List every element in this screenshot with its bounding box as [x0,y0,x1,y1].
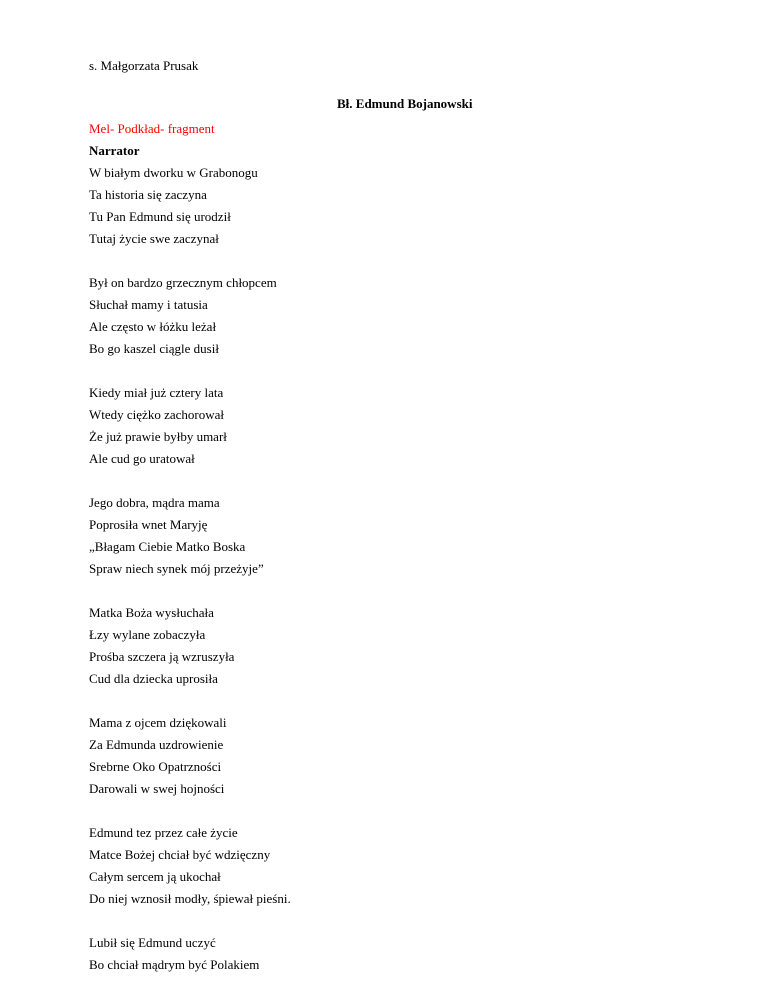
verse-line: Łzy wylane zobaczyła [89,627,206,642]
speaker-label: Narrator [89,143,140,158]
verse-line: Ale cud go uratował [89,451,195,466]
verse-line: Lubił się Edmund uczyć [89,935,216,950]
verse-line: Że już prawie byłby umarł [89,429,227,444]
verse-line: Jego dobra, mądra mama [89,495,220,510]
verse-line: Bo chciał mądrym być Polakiem [89,957,260,972]
verse-line: W białym dworku w Grabonogu [89,165,258,180]
stanza [89,492,291,580]
verse-line: Darowali w swej hojności [89,781,225,796]
author-line: s. Małgorzata Prusak [89,58,199,73]
verse-line: Tutaj życie swe zaczynał [89,231,219,246]
stanza [89,272,291,360]
verse-line: Spraw niech synek mój przeżyje” [89,561,264,576]
verse-line: Mama z ojcem dziękowali [89,715,227,730]
document-title: Bł. Edmund Bojanowski [337,96,473,111]
verse-line: Ta historia się zaczyna [89,187,207,202]
stanza [89,822,291,910]
music-cue: Mel- Podkład- fragment [89,121,215,136]
verse-line: Za Edmunda uzdrowienie [89,737,224,752]
stanza [89,162,291,250]
verse-line: Prośba szczera ją wzruszyła [89,649,235,664]
verse-line: Do niej wznosił modły, śpiewał pieśni. [89,891,291,906]
stanza [89,712,291,800]
verse-line: Słuchał mamy i tatusia [89,297,208,312]
verse-line: Matce Bożej chciał być wdzięczny [89,847,271,862]
stanza-gap [89,690,291,712]
verse-line: Kiedy miał już cztery lata [89,385,224,400]
verse-line: Wtedy ciężko zachorował [89,407,224,422]
stanza-list [89,162,291,976]
verse-line: Był on bardzo grzecznym chłopcem [89,275,277,290]
verse-line: Poprosiła wnet Maryję [89,517,208,532]
stanza [89,382,291,470]
verse-line: Całym sercem ją ukochał [89,869,221,884]
stanza-gap [89,360,291,382]
stanza-gap [89,580,291,602]
stanza-gap [89,800,291,822]
stanza-gap [89,250,291,272]
stanza-gap [89,470,291,492]
verse-line: Matka Boża wysłuchała [89,605,214,620]
verse-line: Cud dla dziecka uprosiła [89,671,218,686]
verse-line: Edmund tez przez całe życie [89,825,238,840]
verse-line: Tu Pan Edmund się urodził [89,209,231,224]
verse-line: Srebrne Oko Opatrzności [89,759,222,774]
verse-line: Bo go kaszel ciągle dusił [89,341,219,356]
stanza [89,932,291,976]
stanza-gap [89,910,291,932]
poem-body [89,118,291,976]
stanza [89,602,291,690]
verse-line: „Błagam Ciebie Matko Boska [89,539,246,554]
verse-line: Ale często w łóżku leżał [89,319,217,334]
